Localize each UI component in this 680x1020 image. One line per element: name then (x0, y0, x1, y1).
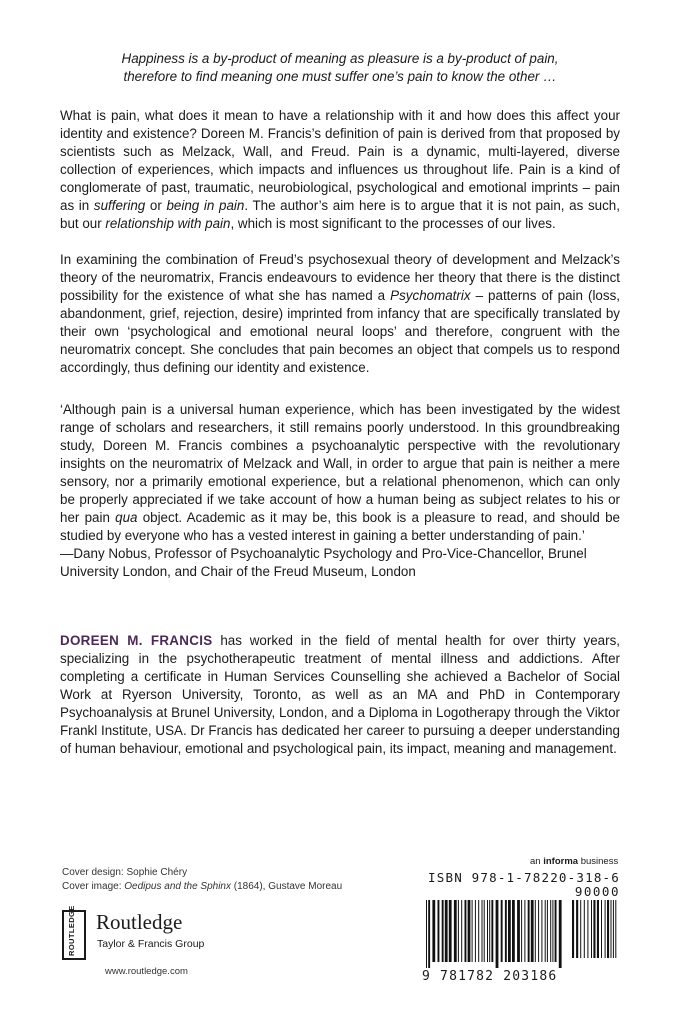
description-paragraph-2 (60, 251, 620, 377)
cover-credits (62, 866, 342, 894)
barcode-bar (461, 900, 462, 962)
barcode-bar (597, 900, 599, 958)
barcode-bar (438, 900, 440, 962)
barcode-bar (428, 900, 430, 968)
barcode-bar (572, 900, 574, 958)
author-bio (60, 632, 620, 758)
barcode-bar (449, 900, 452, 962)
informa-tagline (530, 856, 618, 867)
endorsement-quote (60, 401, 620, 581)
text-run: . The author’s aim here is to argue that it is not pain, as such, but our (60, 198, 620, 231)
barcode-bar (615, 900, 616, 958)
text-run: an (530, 856, 544, 867)
publisher-website: www.routledge.com (105, 966, 188, 977)
barcode-bar (528, 900, 530, 962)
barcode-bar (442, 900, 444, 962)
text-run: business (578, 856, 619, 867)
barcode-bar (555, 900, 557, 962)
barcode-bar (611, 900, 612, 958)
logo-mark-text: ROUTLEDGE (67, 905, 76, 956)
routledge-logo (62, 905, 262, 970)
barcode-bar (482, 900, 483, 962)
isbn-label: ISBN 978-1-78220-318-6 (428, 870, 620, 885)
ean-digits: 9 781782 203186 (422, 969, 558, 984)
informa-brand: informa (543, 856, 579, 867)
barcode-bar (465, 900, 467, 962)
barcode-bar (531, 900, 534, 962)
text-run: In examining the combination of Freud’s psychosexual theory of development and Melzack’s theory of the neuromatrix, Francis endeavours to evidence her theory that there is the distinct possibility for the existence of what she has named a (60, 252, 620, 303)
bio-text: has worked in the field of mental health for over thirty years, specializing in the psychotherapeutic treatment of mental illness and addictions. After completing a certificate in Human Services Counselling she achieved a Bachelor of Social Work at Ryerson University, Toronto, as well as an MA and PhD in Contemporary Psychoanalysis at Brunel University, London, and a Diploma in Logotherapy through the Viktor Frankl Institute, USA. Dr Francis has dedicated her career to pursuing a deeper understanding of human behaviour, emotional and psychological pain, its impact, meaning and management. (60, 633, 621, 756)
barcode-bar (601, 900, 602, 958)
text-run: , which is most significant to the processes of our lives. (230, 216, 556, 231)
barcode-bar (445, 900, 448, 962)
text-run: or (145, 198, 167, 213)
barcode-bar (501, 900, 503, 962)
publisher-name: Routledge (96, 910, 183, 934)
barcode-bar (521, 900, 522, 962)
price-addon-label: 90000 (574, 884, 620, 899)
isbn-barcode (422, 870, 620, 988)
barcode-bar (587, 900, 588, 958)
barcode-bar (491, 900, 493, 962)
barcode-bar (576, 900, 578, 958)
barcode-bar (613, 900, 614, 958)
barcode-bar (426, 900, 427, 968)
text-run: ‘Although pain is a universal human experience, which has been investigated by the widest range of scholars and researchers, it still remains poorly understood. In this groundbreaking study, Doreen M. Francis combines a psychoanalytic perspective with the revolutionary insights on the neuromatrix of Melzack and Wall, in order to argue that pain is neither a mere sensory, nor a primarily emotional experience, but a relational phenomenon, which can only be properly appreciated if we take account of how a human being as subject relates to his or her pain (60, 402, 620, 525)
epigraph (60, 50, 620, 86)
barcode-bar (605, 900, 606, 958)
epigraph-line-1: Happiness is a by-product of meaning as pleasure is a by-product of pain, (121, 51, 559, 66)
barcode-bar (472, 900, 473, 962)
emphasis-suffering: suffering (93, 198, 146, 213)
emphasis-being-in-pain: being in pain (166, 198, 245, 213)
barcode-bar (468, 900, 471, 962)
text-run: What is pain, what does it mean to have a relationship with it and how does this affect your identity and existence? Doreen M. Francis’s definition of pain is derived from that proposed by scientists such as Melzack, Wall, and Freud. Pain is a dynamic, multi-layered, diverse collection of experiences, which impacts and influences us throughout life. Pain is a kind of conglomerate of past, traumatic, neurobiological, psychological and emotional imprints – pain as in (60, 108, 620, 213)
cover-image-credit (62, 880, 342, 894)
artwork-title: Oedipus and the Sphinx (124, 881, 231, 892)
barcode-bar (484, 900, 485, 962)
barcode-bar (524, 900, 525, 962)
barcode-bar (580, 900, 581, 958)
barcode-bar (545, 900, 546, 962)
text-run: object. Academic as it may be, this book is a pleasure to read, and should be studied by everyone who has a vested interest in gaining a better understanding of pain.’ (60, 510, 620, 543)
barcode-bar (607, 900, 609, 958)
barcode-bar (487, 900, 488, 962)
barcode-bar (552, 900, 553, 962)
author-name: DOREEN M. FRANCIS (60, 633, 213, 648)
barcode-bar (512, 900, 515, 962)
barcode-bar (517, 900, 520, 962)
barcode-bar (454, 900, 457, 962)
barcode-bar (458, 900, 459, 962)
epigraph-line-2: therefore to find meaning one must suffer one’s pain to know the other … (123, 69, 557, 84)
emphasis-qua: qua (115, 510, 138, 525)
barcode-bar (496, 900, 499, 968)
publisher-group: Taylor & Francis Group (97, 938, 205, 950)
barcode-bar (478, 900, 479, 962)
barcode-bar (489, 900, 490, 962)
description-paragraph-1 (60, 107, 620, 233)
barcode-bar (591, 900, 592, 958)
barcode-bar (538, 900, 539, 962)
barcode-bar (535, 900, 536, 962)
emphasis-relationship-with-pain: relationship with pain (105, 216, 231, 231)
routledge-mark-icon (62, 905, 86, 960)
text-run: Cover image: (62, 881, 125, 892)
barcode-bar (547, 900, 548, 962)
text-run: – patterns of pain (loss, abandonment, grief, rejection, desire) imprinted from infancy that are specifically translated by their own ‘psychological and emotional neural loops’ and therefore, congruent with the neuromatrix concept. She concludes that pain becomes an object that compels us to respond accordingly, thus defining our identity and existence. (60, 288, 620, 375)
barcode-bars (422, 900, 620, 968)
barcode-bar (584, 900, 585, 958)
quote-attribution: —Dany Nobus, Professor of Psychoanalytic Psychology and Pro-Vice-Chancellor, Brunel University London, and Chair of the Freud Museum, London (60, 546, 587, 579)
barcode-bar (550, 900, 551, 962)
barcode-bar (505, 900, 507, 962)
barcode-bar (559, 900, 562, 968)
emphasis-psychomatrix: Psychomatrix (390, 288, 471, 303)
text-run: (1864), Gustave Moreau (231, 881, 343, 892)
barcode-bar (432, 900, 435, 962)
barcode-bar (508, 900, 511, 962)
barcode-bar (593, 900, 595, 958)
barcode-bar (475, 900, 476, 962)
barcode-bar (541, 900, 542, 962)
cover-design-credit: Cover design: Sophie Chéry (62, 867, 188, 878)
